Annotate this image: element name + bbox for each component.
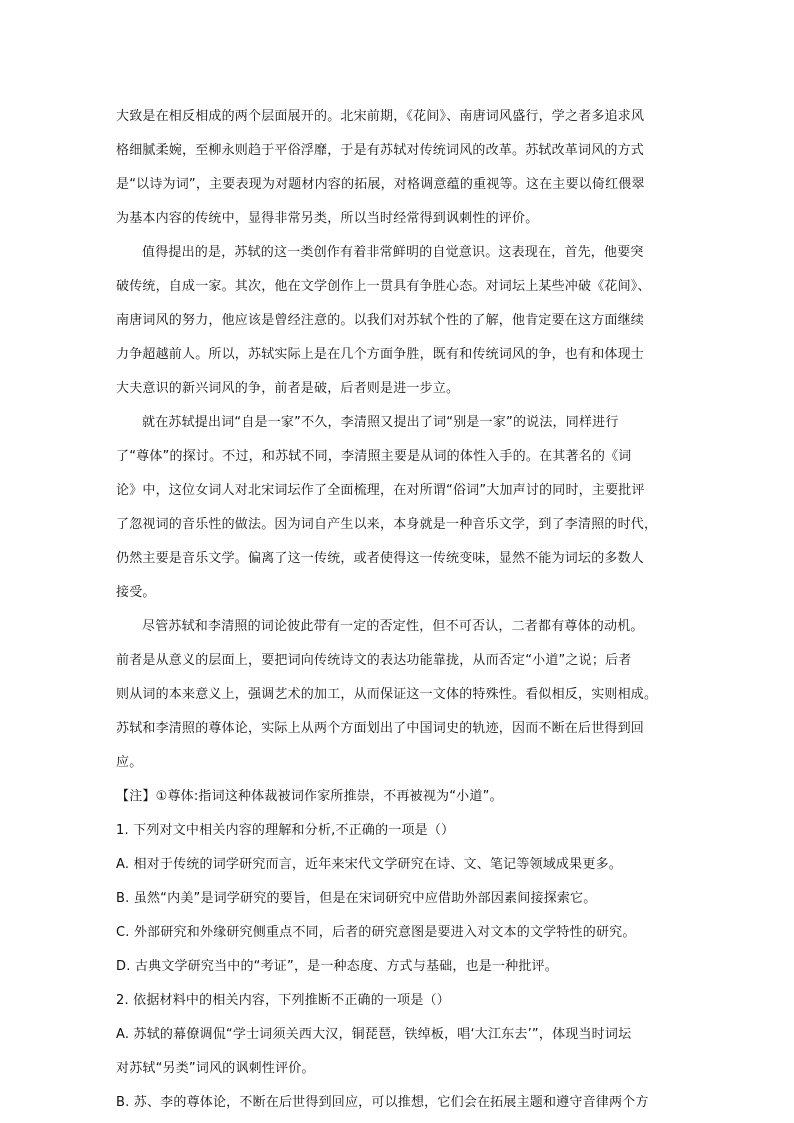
paragraph-line: 就在苏轼提出词“自是一家”不久，李清照又提出了词“别是一家”的说法，同样进行: [142, 415, 619, 430]
paragraph-line: 苏轼和李清照的尊体论，实际上从两个方面划出了中国词史的轨迹，因而不断在后世得到回: [116, 721, 645, 736]
paragraph-line: 格细腻柔婉，至柳永则趋于平俗浮靡，于是有苏轼对传统词风的改革。苏轼改革词风的方式: [116, 143, 645, 158]
paragraph-line: 力争超越前人。所以，苏轼实际上是在几个方面争胜，既有和传统词风的争，也有和体现士: [116, 347, 645, 362]
question-option: B. 苏、李的尊体论，不断在后世得到回应，可以推想，它们会在拓展主题和遵守音律两个方: [116, 1095, 649, 1110]
paragraph-line: 大夫意识的新兴词风的争，前者是破，后者则是进一步立。: [116, 381, 460, 396]
paragraph-line: 破传统，自成一家。其次，他在文学创作上一贯具有争胜心态。对词坛上某些冲破《花间》、: [116, 279, 651, 294]
question-option-continued: 对苏轼“另类”词风的讽刺性评价。: [116, 1061, 315, 1076]
question-option: A. 苏轼的幕僚调侃“学士词须关西大汉，铜琵琶，铁绰板，唱‘大江东去’”，体现当时词坛: [116, 1027, 632, 1042]
paragraph-line: 值得提出的是，苏轼的这一类创作有着非常鲜明的自觉意识。这表现在，首先，他要突: [142, 245, 644, 260]
paragraph-line: 前者是从意义的层面上，要把词向传统诗文的表达功能靠拢，从而否定“小道”之说；后者: [116, 653, 632, 668]
paragraph-line: 应。: [116, 755, 143, 770]
question-stem: 2. 依据材料中的相关内容，下列推断不正确的一项是（）: [116, 993, 450, 1008]
paragraph-line: 接受。: [116, 585, 156, 600]
paragraph-line: 了忽视词的音乐性的做法。因为词自产生以来，本身就是一种音乐文学，到了李清照的时代，: [116, 517, 658, 532]
question-option: A. 相对于传统的词学研究而言，近年来宋代文学研究在诗、文、笔记等领域成果更多。: [116, 857, 622, 872]
paragraph-line: 论》中，这位女词人对北宋词坛作了全面梳理，在对所谓“俗词”大加声讨的同时，主要批评: [116, 483, 645, 498]
paragraph-line: 则从词的本来意义上，强调艺术的加工，从而保证这一文体的特殊性。看似相反，实则相成。: [116, 687, 658, 702]
paragraph-line: 是“以诗为词”，主要表现为对题材内容的拓展，对格调意蕴的重视等。这在主要以倚红偎翠: [116, 177, 645, 192]
paragraph-line: 为基本内容的传统中，显得非常另类，所以当时经常得到讽刺性的评价。: [116, 211, 539, 226]
document-text: [116, 100, 680, 1120]
question-stem: 1. 下列对文中相关内容的理解和分析,不正确的一项是（）: [116, 823, 455, 838]
question-option: C. 外部研究和外缘研究侧重点不同，后者的研究意图是要进入对文本的文学特性的研究。: [116, 925, 636, 940]
question-option: B. 虽然“内美”是词学研究的要旨，但是在宋词研究中应借助外部因素间接探索它。: [116, 891, 597, 906]
question-option: D. 古典文学研究当中的“考证”，是一种态度、方式与基础，也是一种批评。: [116, 959, 558, 974]
paragraph-line: 大致是在相反相成的两个层面展开的。北宋前期，《花间》、南唐词风盛行，学之者多追求风: [116, 109, 645, 124]
note-line: 【注】①尊体:指词这种体裁被词作家所推崇，不再被视为“小道”。: [116, 789, 503, 804]
paragraph-line: 南唐词风的努力，他应该是曾经注意的。以我们对苏轼个性的了解，他肯定要在这方面继续: [116, 313, 645, 328]
paragraph-line: 尽管苏轼和李清照的词论彼此带有一定的否定性，但不可否认，二者都有尊体的动机。: [142, 619, 644, 634]
paragraph-line: 仍然主要是音乐文学。偏离了这一传统，或者使得这一传统变味，显然不能为词坛的多数人: [116, 551, 645, 566]
paragraph-line: 了“尊体”的探讨。不过，和苏轼不同，李清照主要是从词的体性入手的。在其著名的《词: [116, 449, 632, 464]
